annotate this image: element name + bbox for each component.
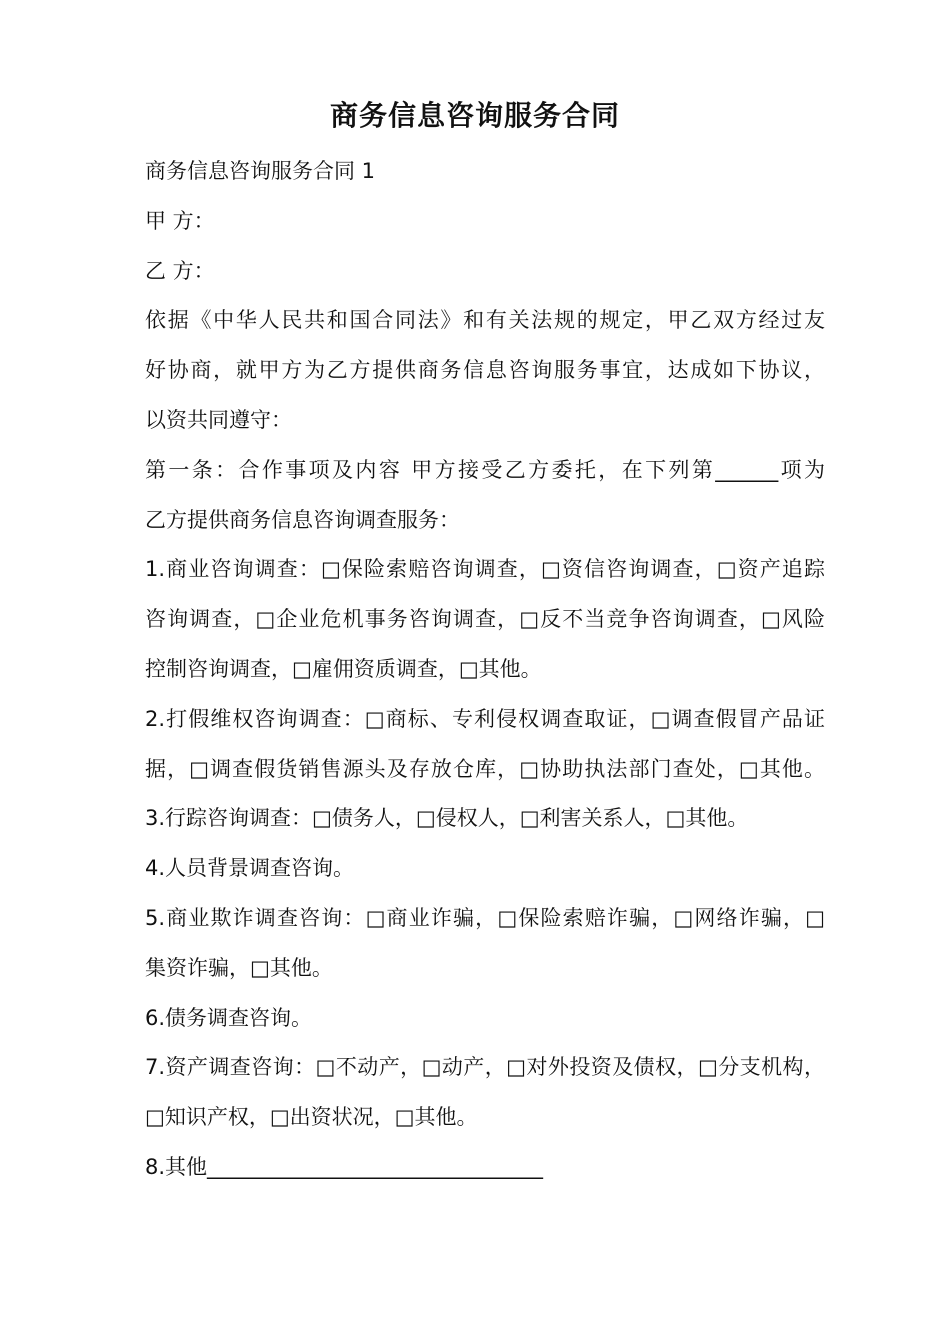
item-1-line: 咨询调查，□企业危机事务咨询调查，□反不当竞争咨询调查，□风险 [145,607,825,632]
party-a-line: 甲 方： [145,208,215,233]
contract-subtitle: 商务信息咨询服务合同 1 [145,159,376,183]
article-one-line: 乙方提供商务信息咨询调查服务： [145,507,460,532]
item-7-line: □知识产权，□出资状况，□其他。 [145,1105,478,1130]
item-6-line: 6.债务调查咨询。 [145,1005,313,1030]
paragraph-line: 以资共同遵守： [145,407,292,432]
item-5-line: 集资诈骗，□其他。 [145,955,333,980]
item-4-line: 4.人员背景调查咨询。 [145,856,355,881]
item-1-line: 控制咨询调查，□雇佣资质调查，□其他。 [145,656,542,681]
article-one-line: 第一条：合作事项及内容 甲方接受乙方委托，在下列第______项为 [145,457,825,482]
item-8-line: 8.其他________________________________ [145,1154,544,1179]
item-3-line: 3.行踪咨询调查：□债务人，□侵权人，□利害关系人，□其他。 [145,806,749,831]
document-title: 商务信息咨询服务合同 [329,99,620,132]
paragraph-line: 依据《中华人民共和国合同法》和有关法规的规定，甲乙双方经过友 [145,308,825,333]
document-body [145,147,825,1193]
party-b-line: 乙 方： [145,258,215,283]
paragraph-line: 好协商，就甲方为乙方提供商务信息咨询服务事宜，达成如下协议， [145,358,825,383]
item-5-line: 5.商业欺诈调查咨询：□商业诈骗，□保险索赔诈骗，□网络诈骗，□ [145,905,825,930]
item-7-line: 7.资产调查咨询：□不动产，□动产，□对外投资及债权，□分支机构， [145,1055,825,1080]
item-2-line: 据，□调查假货销售源头及存放仓库，□协助执法部门查处，□其他。 [145,756,825,781]
item-1-line: 1.商业咨询调查：□保险索赔咨询调查，□资信咨询调查，□资产追踪 [145,557,825,582]
item-2-line: 2.打假维权咨询调查：□商标、专利侵权调查取证，□调查假冒产品证 [145,706,825,731]
